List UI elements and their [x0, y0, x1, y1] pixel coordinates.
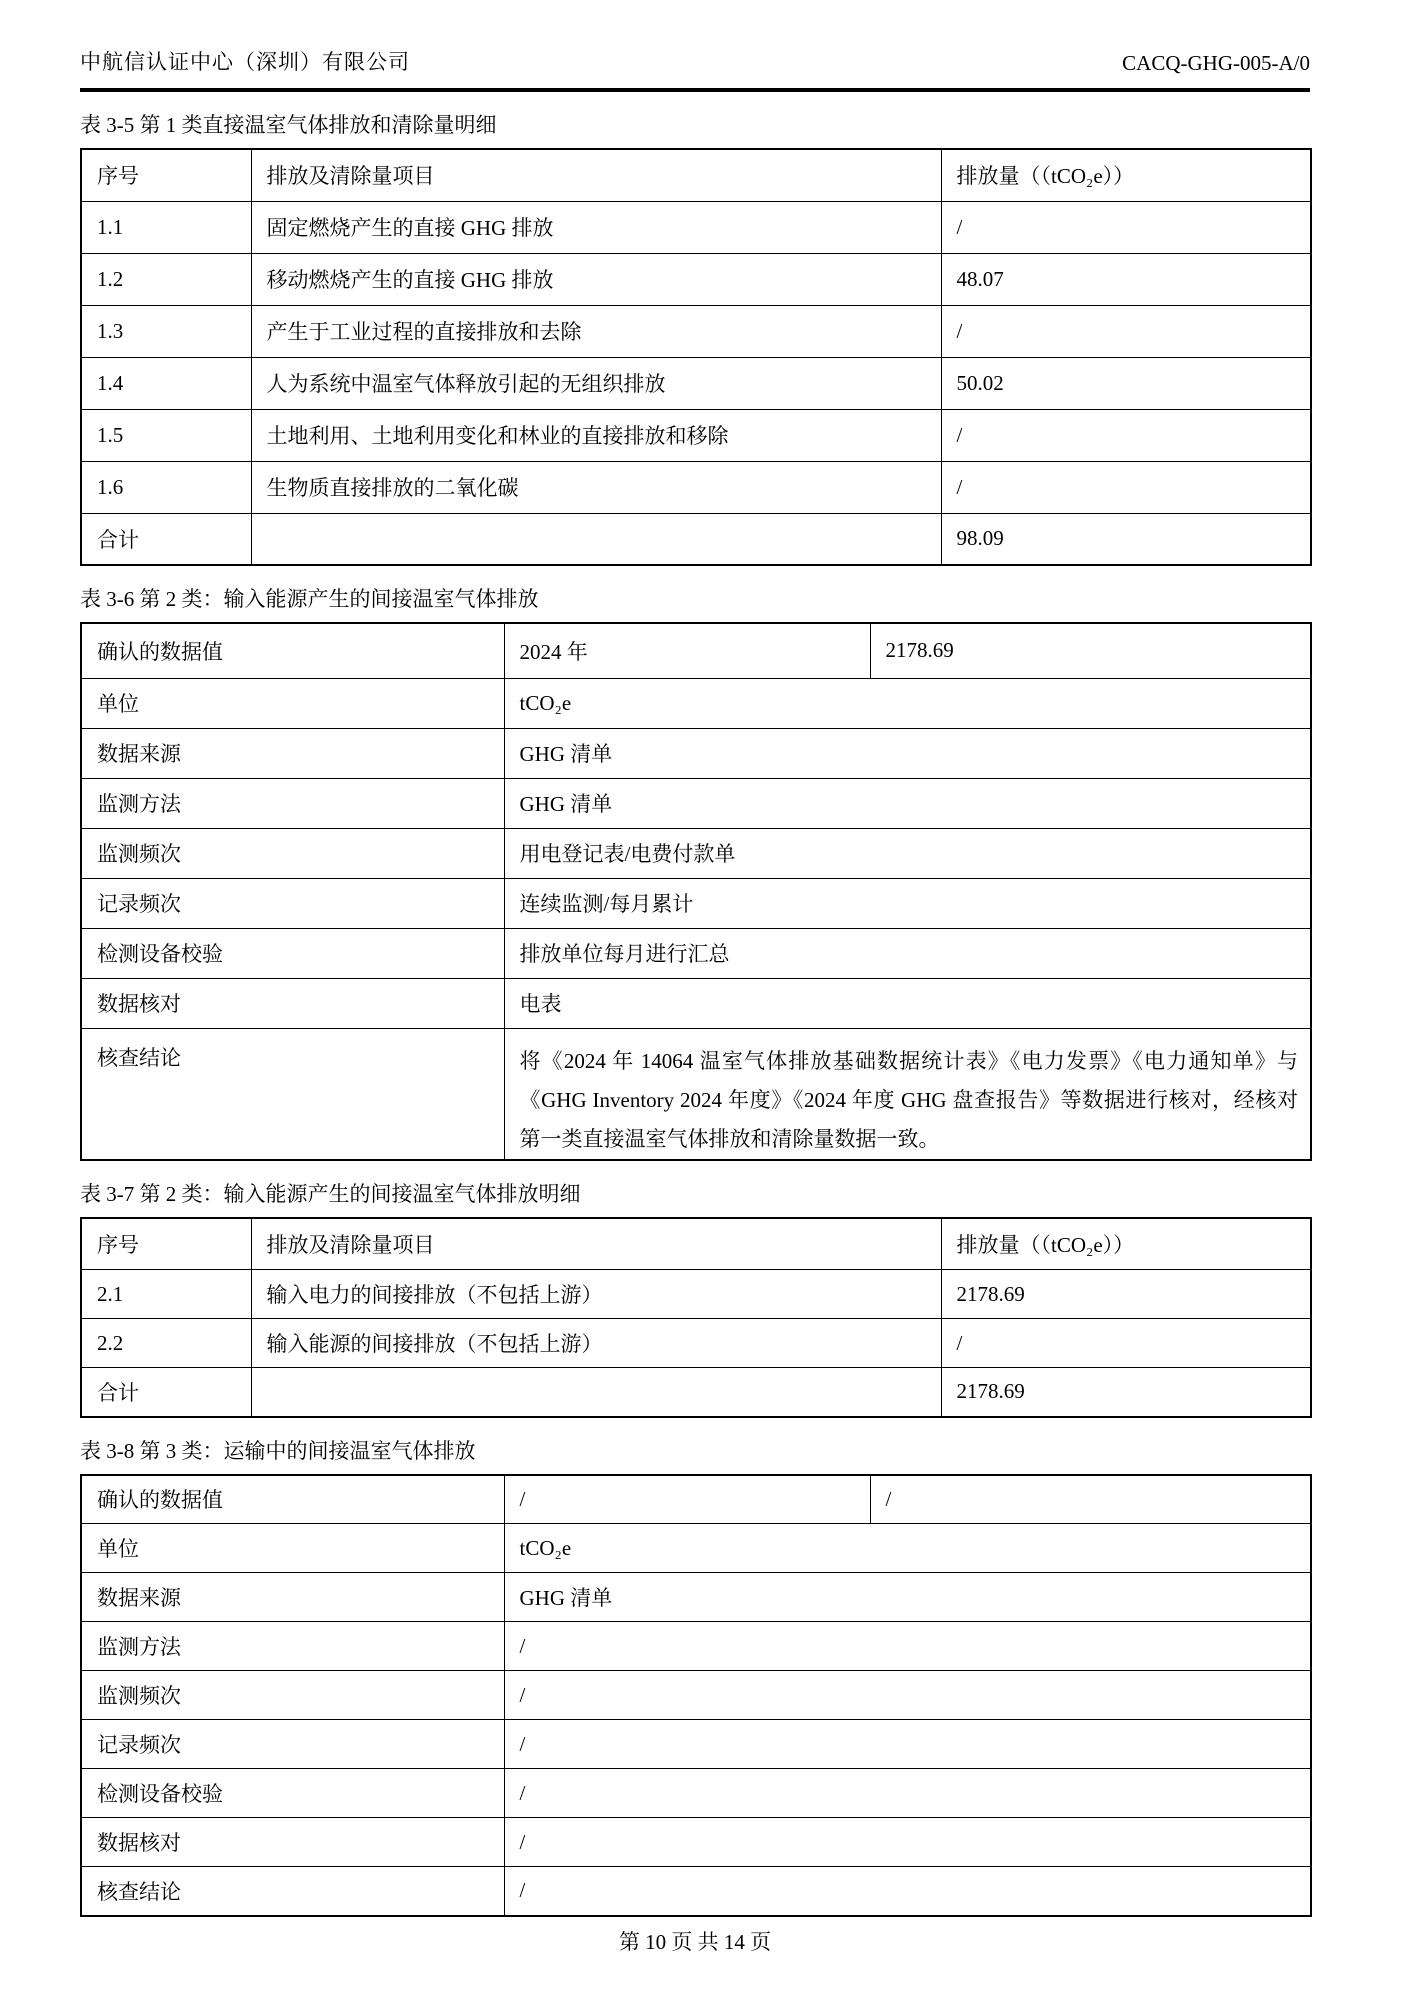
cell-label: 监测频次 — [81, 1671, 504, 1720]
table-row — [81, 461, 1311, 513]
cell-value: 2178.69 — [870, 623, 1311, 678]
cell-value: / — [504, 1622, 1311, 1671]
table-total-row — [81, 513, 1311, 565]
cell-label: 单位 — [81, 1524, 504, 1573]
table-row — [81, 1671, 1311, 1720]
cell-seq: 1.3 — [81, 305, 251, 357]
cell-seq: 2.1 — [81, 1270, 251, 1319]
table-row — [81, 1475, 1311, 1524]
cell-value: / — [504, 1818, 1311, 1867]
table-3-5 — [80, 148, 1312, 566]
table-row — [81, 623, 1311, 678]
table-row — [81, 1573, 1311, 1622]
cell-amount: / — [941, 305, 1311, 357]
cell-label: 数据来源 — [81, 728, 504, 778]
cell-value: 用电登记表/电费付款单 — [504, 828, 1311, 878]
cell-conclusion-text: 将《2024 年 14064 温室气体排放基础数据统计表》《电力发票》《电力通知单》与《GHG Inventory 2024 年度》《2024 年度 GHG 盘查报告》等数据进行核对，经核对第一类直接温室气体排放和清除量数据一致。 — [504, 1028, 1311, 1160]
cell-seq: 1.4 — [81, 357, 251, 409]
table-row — [81, 928, 1311, 978]
cell-amount: 2178.69 — [941, 1368, 1311, 1417]
document-header — [80, 46, 1310, 92]
cell-label: 监测方法 — [81, 1622, 504, 1671]
cell-label: 监测方法 — [81, 778, 504, 828]
cell-year: 2024 年 — [504, 623, 870, 678]
table-3-8-title: 表 3-8 第 3 类：运输中的间接温室气体排放 — [80, 1438, 476, 1463]
cell-amount: 2178.69 — [941, 1270, 1311, 1319]
cell-item: 移动燃烧产生的直接 GHG 排放 — [251, 253, 941, 305]
cell-label: 记录频次 — [81, 1720, 504, 1769]
cell-amount: 48.07 — [941, 253, 1311, 305]
cell-value: / — [504, 1720, 1311, 1769]
header-cell-seq: 序号 — [81, 149, 251, 201]
cell-label: 数据核对 — [81, 978, 504, 1028]
table-row — [81, 409, 1311, 461]
cell-label: 数据核对 — [81, 1818, 504, 1867]
header-cell-item: 排放及清除量项目 — [251, 149, 941, 201]
cell-value: 连续监测/每月累计 — [504, 878, 1311, 928]
cell-value: / — [504, 1769, 1311, 1818]
cell-label: 数据来源 — [81, 1573, 504, 1622]
cell-item — [251, 513, 941, 565]
cell-label: 核查结论 — [81, 1028, 504, 1160]
company-name: 中航信认证中心（深圳）有限公司 — [80, 50, 410, 74]
cell-value: 排放单位每月进行汇总 — [504, 928, 1311, 978]
header-cell-amount: 排放量（（tCO₂e）） — [941, 149, 1311, 201]
cell-value: / — [504, 1475, 870, 1524]
cell-label: 确认的数据值 — [81, 1475, 504, 1524]
cell-item: 生物质直接排放的二氧化碳 — [251, 461, 941, 513]
cell-label: 确认的数据值 — [81, 623, 504, 678]
cell-seq: 合计 — [81, 513, 251, 565]
cell-amount: / — [941, 461, 1311, 513]
cell-value: 电表 — [504, 978, 1311, 1028]
table-3-7-title: 表 3-7 第 2 类：输入能源产生的间接温室气体排放明细 — [80, 1181, 581, 1206]
table-row — [81, 878, 1311, 928]
cell-amount: / — [941, 201, 1311, 253]
table-header-row — [81, 1218, 1311, 1270]
cell-value: / — [504, 1671, 1311, 1720]
cell-value: GHG 清单 — [504, 778, 1311, 828]
cell-value: tCO₂e — [504, 678, 1311, 728]
table-row — [81, 253, 1311, 305]
cell-value: / — [870, 1475, 1311, 1524]
page-number: 第 10 页 共 14 页 — [618, 1929, 772, 1954]
cell-amount: / — [941, 1319, 1311, 1368]
cell-seq: 1.2 — [81, 253, 251, 305]
cell-seq: 1.5 — [81, 409, 251, 461]
table-3-7 — [80, 1217, 1312, 1418]
cell-seq: 1.6 — [81, 461, 251, 513]
cell-seq: 1.1 — [81, 201, 251, 253]
table-row — [81, 678, 1311, 728]
header-cell-amount: 排放量（（tCO₂e）） — [941, 1218, 1311, 1270]
cell-value: / — [504, 1867, 1311, 1916]
cell-label: 单位 — [81, 678, 504, 728]
table-row — [81, 978, 1311, 1028]
cell-item: 输入能源的间接排放（不包括上游） — [251, 1319, 941, 1368]
cell-seq: 合计 — [81, 1368, 251, 1417]
cell-value: GHG 清单 — [504, 1573, 1311, 1622]
table-row — [81, 1867, 1311, 1916]
cell-label: 检测设备校验 — [81, 928, 504, 978]
cell-seq: 2.2 — [81, 1319, 251, 1368]
table-row — [81, 1622, 1311, 1671]
header-cell-item: 排放及清除量项目 — [251, 1218, 941, 1270]
table-row — [81, 1769, 1311, 1818]
table-row — [81, 728, 1311, 778]
table-row — [81, 201, 1311, 253]
cell-item: 人为系统中温室气体释放引起的无组织排放 — [251, 357, 941, 409]
cell-item: 土地利用、土地利用变化和林业的直接排放和移除 — [251, 409, 941, 461]
cell-item: 输入电力的间接排放（不包括上游） — [251, 1270, 941, 1319]
cell-item: 固定燃烧产生的直接 GHG 排放 — [251, 201, 941, 253]
cell-item — [251, 1368, 941, 1417]
table-row — [81, 828, 1311, 878]
table-row — [81, 357, 1311, 409]
table-row — [81, 1720, 1311, 1769]
cell-value: tCO₂e — [504, 1524, 1311, 1573]
table-row — [81, 778, 1311, 828]
cell-amount: / — [941, 409, 1311, 461]
cell-label: 检测设备校验 — [81, 1769, 504, 1818]
table-row — [81, 305, 1311, 357]
table-3-5-title: 表 3-5 第 1 类直接温室气体排放和清除量明细 — [80, 113, 497, 137]
cell-amount: 50.02 — [941, 357, 1311, 409]
cell-label: 记录频次 — [81, 878, 504, 928]
table-3-6-title: 表 3-6 第 2 类：输入能源产生的间接温室气体排放 — [80, 587, 539, 611]
table-row — [81, 1818, 1311, 1867]
table-3-6 — [80, 622, 1312, 1161]
cell-value: GHG 清单 — [504, 728, 1311, 778]
cell-label: 监测频次 — [81, 828, 504, 878]
cell-item: 产生于工业过程的直接排放和去除 — [251, 305, 941, 357]
table-row-conclusion — [81, 1028, 1311, 1160]
header-cell-seq: 序号 — [81, 1218, 251, 1270]
table-row — [81, 1319, 1311, 1368]
cell-amount: 98.09 — [941, 513, 1311, 565]
table-row — [81, 1524, 1311, 1573]
table-row — [81, 1270, 1311, 1319]
cell-label: 核查结论 — [81, 1867, 504, 1916]
doc-code: CACQ-GHG-005-A/0 — [1122, 51, 1310, 75]
table-3-8 — [80, 1474, 1312, 1917]
table-total-row — [81, 1368, 1311, 1417]
table-header-row — [81, 149, 1311, 201]
